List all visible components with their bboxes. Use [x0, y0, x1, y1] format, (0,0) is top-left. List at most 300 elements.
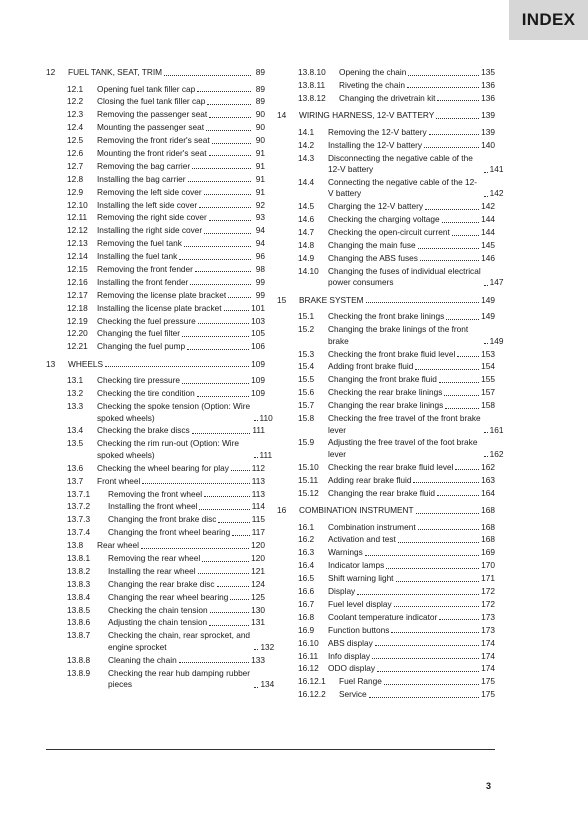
dot-leader: [484, 343, 488, 344]
toc-entry[interactable]: [46, 96, 265, 108]
toc-entry-body: [108, 489, 265, 501]
toc-entry-title: Changing the fuel filter: [97, 328, 181, 339]
toc-entry-body: [328, 324, 504, 347]
toc-entry-body: [328, 475, 495, 487]
toc-entry[interactable]: [46, 251, 265, 263]
toc-entry-page: 114: [251, 501, 265, 512]
toc-entry-title: Checking the fuel pressure: [97, 315, 196, 326]
toc-entry-page: 155: [481, 374, 495, 385]
toc-entry-number: 13.8.4: [67, 591, 91, 602]
toc-entry-page: 147: [489, 277, 504, 288]
toc-entry[interactable]: [277, 227, 495, 239]
toc-entry[interactable]: [277, 93, 495, 105]
toc-entry[interactable]: [46, 109, 265, 121]
toc-entry-title: Combination instrument: [328, 521, 416, 532]
toc-entry[interactable]: [277, 387, 495, 399]
toc-entry-body: [328, 534, 495, 546]
toc-entry-body: [68, 359, 265, 371]
toc-entry-number: 12.17: [67, 289, 88, 300]
dot-leader: [187, 349, 249, 350]
toc-entry[interactable]: [46, 401, 273, 424]
toc-entry-page: 103: [251, 315, 265, 326]
dot-leader: [142, 483, 249, 484]
toc-entry-number: 16: [277, 505, 287, 516]
toc-entry-body: [97, 109, 265, 121]
toc-entry-page: 149: [481, 311, 495, 322]
toc-entry-page: 172: [481, 586, 495, 597]
toc-entry-body: [328, 214, 495, 226]
toc-entry-page: 168: [481, 505, 495, 516]
toc-entry-number: 12.4: [67, 122, 84, 133]
toc-entry-title: Adding rear brake fluid: [328, 474, 412, 485]
toc-entry-body: [328, 240, 495, 252]
toc-entry-page: 163: [481, 474, 495, 485]
toc-entry-number: 13.8.10: [298, 67, 326, 77]
toc-entry[interactable]: [46, 617, 265, 629]
toc-entry-number: 13.8.6: [67, 617, 91, 628]
toc-entry[interactable]: [46, 341, 265, 353]
toc-entry-body: [328, 361, 495, 373]
toc-entry-body: [97, 96, 265, 108]
toc-entry[interactable]: [277, 253, 495, 265]
toc-entry-title: Opening the chain: [339, 67, 407, 77]
toc-entry[interactable]: [46, 135, 265, 147]
toc-entry-body: [108, 514, 265, 526]
toc-entry-body: [328, 349, 495, 361]
dot-leader: [455, 469, 479, 470]
toc-entry[interactable]: [277, 488, 495, 500]
toc-entry-body: [97, 290, 265, 302]
toc-entry[interactable]: [277, 240, 495, 252]
toc-entry-body: [328, 547, 495, 559]
toc-entry[interactable]: [46, 264, 265, 276]
toc-entry-title: Disconnecting the negative cable of the 12-V battery: [328, 152, 473, 175]
toc-entry-page: 121: [251, 565, 265, 576]
toc-chapter[interactable]: [277, 110, 495, 122]
toc-entry-title: Service: [339, 689, 367, 700]
toc-entry-title: Removing the front rider's seat: [97, 135, 210, 146]
toc-entry-body: [339, 689, 495, 701]
toc-entry[interactable]: [46, 605, 265, 617]
toc-entry-title: WIRING HARNESS, 12-V BATTERY: [299, 110, 435, 121]
toc-entry-title: Checking the tire condition: [97, 388, 195, 399]
toc-entry-page: 101: [251, 302, 265, 313]
toc-entry-page: 120: [251, 553, 265, 563]
toc-entry[interactable]: [46, 161, 265, 173]
dot-leader: [190, 284, 251, 285]
toc-entry-body: [328, 374, 495, 386]
toc-entry[interactable]: [46, 375, 265, 387]
dot-leader: [484, 172, 488, 173]
toc-entry-number: 12.5: [67, 135, 84, 146]
toc-entry-title: Cleaning the chain: [108, 654, 177, 665]
toc-entry-body: [339, 67, 495, 79]
toc-entry-title: Changing the fuses of individual electrical power consumers: [328, 265, 481, 288]
toc-entry[interactable]: [46, 225, 265, 237]
dot-leader: [231, 470, 250, 471]
toc-entry-body: [328, 253, 495, 265]
dot-leader: [425, 209, 479, 210]
toc-entry-body: [108, 605, 265, 617]
toc-entry-number: 12.19: [67, 315, 88, 326]
dot-leader: [182, 383, 249, 384]
toc-entry[interactable]: [46, 328, 265, 340]
toc-entry-number: 12.18: [67, 302, 88, 313]
toc-entry[interactable]: [46, 463, 265, 475]
toc-entry[interactable]: [46, 212, 265, 224]
toc-entry-number: 16.2: [298, 534, 315, 545]
toc-entry-number: 14.9: [298, 252, 315, 263]
toc-entry-page: 144: [481, 214, 495, 225]
toc-entry-title: Changing the rear wheel bearing: [108, 591, 229, 602]
toc-entry-page: 173: [481, 624, 495, 635]
dot-leader: [195, 271, 251, 272]
toc-entry[interactable]: [277, 67, 495, 79]
toc-entry-title: Rear wheel: [97, 540, 139, 551]
toc-entry[interactable]: [277, 638, 495, 650]
toc-entry-page: 139: [481, 126, 495, 137]
toc-entry-number: 15.10: [298, 461, 319, 472]
toc-entry[interactable]: [46, 527, 265, 539]
toc-entry-title: Changing the rear brake fluid: [328, 487, 436, 498]
toc-entry-number: 12.3: [67, 109, 84, 120]
toc-entry[interactable]: [46, 579, 265, 591]
toc-entry-page: 142: [489, 188, 504, 199]
toc-entry-body: [328, 265, 504, 289]
toc-entry-page: 174: [481, 663, 495, 674]
dot-leader: [444, 395, 479, 396]
toc-entry[interactable]: [277, 534, 495, 546]
toc-entry-number: 16.6: [298, 586, 315, 597]
toc-entry[interactable]: [46, 174, 265, 186]
dot-leader: [207, 104, 251, 105]
toc-entry[interactable]: [277, 374, 495, 386]
toc-entry-number: 14.5: [298, 201, 315, 212]
toc-entry-number: 15.6: [298, 387, 315, 398]
toc-entry[interactable]: [277, 689, 495, 701]
toc-entry-title: Closing the fuel tank filler cap: [97, 96, 206, 107]
toc-entry[interactable]: [46, 187, 265, 199]
toc-entry-body: [328, 663, 495, 675]
toc-entry-title: FUEL TANK, SEAT, TRIM: [68, 67, 163, 77]
toc-entry-page: 90: [255, 122, 265, 133]
toc-entry-title: Installing the license plate bracket: [97, 302, 222, 313]
toc-entry-page: 169: [481, 547, 495, 558]
toc-entry[interactable]: [277, 475, 495, 487]
toc-entry[interactable]: [46, 655, 265, 667]
dot-leader: [398, 542, 479, 543]
toc-entry-page: 171: [481, 573, 495, 584]
toc-entry-page: 146: [481, 252, 495, 263]
toc-entry-number: 13.6: [67, 462, 84, 473]
dot-leader: [446, 319, 479, 320]
toc-entry[interactable]: [46, 540, 265, 552]
toc-entry-body: [108, 579, 265, 591]
toc-entry-body: [97, 540, 265, 552]
dot-leader: [484, 196, 488, 197]
dot-leader: [228, 297, 251, 298]
toc-entry-number: 15.3: [298, 348, 315, 359]
toc-entry-title: Info display: [328, 650, 370, 661]
toc-entry-body: [339, 676, 495, 688]
toc-entry-body: [97, 251, 265, 263]
toc-entry-page: 109: [251, 388, 265, 399]
toc-entry-body: [328, 201, 495, 213]
toc-entry-body: [328, 586, 495, 598]
toc-entry-number: 15.9: [298, 437, 315, 448]
toc-entry[interactable]: [46, 84, 265, 96]
toc-entry[interactable]: [277, 324, 504, 347]
toc-entry-body: [97, 341, 265, 353]
toc-chapter[interactable]: [277, 295, 495, 307]
toc-entry-number: 12.10: [67, 199, 88, 210]
toc-entry[interactable]: [277, 140, 495, 152]
toc-entry-number: 12.21: [67, 341, 88, 352]
toc-entry[interactable]: [46, 630, 275, 653]
toc-entry-page: 142: [481, 201, 495, 212]
toc-entry-number: 12.15: [67, 263, 88, 274]
toc-entry-number: 16.8: [298, 611, 315, 622]
toc-entry-title: Charging the 12-V battery: [328, 201, 424, 212]
toc-entry-title: Removing the passenger seat: [97, 109, 208, 120]
toc-entry-page: 105: [251, 328, 265, 339]
dot-leader: [484, 285, 488, 286]
toc-entry[interactable]: [46, 501, 265, 513]
toc-entry[interactable]: [277, 522, 495, 534]
toc-entry-number: 13.7.3: [67, 514, 91, 525]
toc-entry-title: WHEELS: [68, 358, 104, 369]
toc-entry-body: [328, 437, 504, 460]
toc-entry-title: Checking the free travel of the front brake lever: [328, 413, 481, 435]
toc-entry-title: Removing the rear wheel: [108, 553, 201, 563]
toc-entry[interactable]: [46, 489, 265, 501]
toc-entry-page: 90: [255, 109, 265, 120]
toc-chapter[interactable]: [46, 359, 265, 371]
toc-entry-number: 14.1: [298, 126, 315, 137]
toc-entry-body: [328, 488, 495, 500]
toc-entry-title: Changing the rear brake disc: [108, 578, 215, 589]
toc-entry-page: 153: [481, 348, 495, 359]
dot-leader: [369, 697, 479, 698]
toc-entry-page: 131: [251, 617, 265, 628]
toc-entry-title: Removing the fuel tank: [97, 238, 182, 249]
toc-entry-page: 149: [481, 294, 495, 305]
toc-entry-page: 89: [255, 96, 265, 107]
toc-entry[interactable]: [46, 553, 265, 565]
toc-entry-body: [97, 316, 265, 328]
toc-entry[interactable]: [277, 311, 495, 323]
toc-entry-body: [108, 617, 265, 629]
toc-entry-number: 12.9: [67, 186, 84, 197]
toc-entry-body: [97, 200, 265, 212]
toc-entry-number: 15.8: [298, 413, 315, 424]
dot-leader: [436, 118, 479, 119]
index-tab[interactable]: [509, 0, 588, 40]
toc-entry-number: 15.7: [298, 400, 315, 411]
toc-entry[interactable]: [46, 566, 265, 578]
toc-entry-page: 157: [481, 387, 495, 398]
toc-entry-number: 14.8: [298, 240, 315, 251]
toc-entry[interactable]: [277, 651, 495, 663]
toc-entry[interactable]: [277, 349, 495, 361]
toc-entry-number: 15.12: [298, 487, 319, 498]
toc-entry-number: 16.7: [298, 598, 315, 609]
toc-entry-title: Removing the left side cover: [97, 186, 202, 197]
page-number: 3: [486, 781, 492, 791]
dot-leader: [429, 134, 479, 135]
toc-chapter[interactable]: [46, 67, 265, 79]
toc-entry[interactable]: [277, 152, 504, 176]
toc-entry-page: 89: [255, 83, 265, 94]
toc-entry-number: 15.1: [298, 311, 315, 322]
toc-entry[interactable]: [277, 663, 495, 675]
toc-entry-page: 111: [259, 449, 273, 460]
toc-entry[interactable]: [277, 265, 504, 289]
dot-leader: [394, 606, 480, 607]
toc-entry[interactable]: [277, 625, 495, 637]
toc-entry[interactable]: [46, 667, 275, 691]
toc-entry[interactable]: [46, 592, 265, 604]
toc-entry-number: 13.8: [67, 540, 84, 551]
toc-entry-body: [97, 388, 265, 400]
toc-entry[interactable]: [277, 612, 495, 624]
toc-entry-page: 168: [481, 534, 495, 545]
toc-entry[interactable]: [277, 400, 495, 412]
toc-entry[interactable]: [277, 560, 495, 572]
toc-entry[interactable]: [277, 599, 495, 611]
toc-entry-number: 16.3: [298, 547, 315, 558]
toc-entry-page: 98: [255, 263, 265, 274]
toc-entry[interactable]: [46, 277, 265, 289]
toc-entry-number: 14.3: [298, 152, 315, 163]
toc-entry-page: 94: [255, 238, 265, 249]
toc-entry-number: 12.16: [67, 276, 88, 287]
toc-entry-title: Fuel level display: [328, 598, 392, 609]
toc-entry-title: ABS display: [328, 637, 373, 648]
toc-entry-title: Installing the right side cover: [97, 225, 203, 236]
toc-entry-body: [299, 505, 495, 517]
toc-entry-title: Installing the front wheel: [108, 501, 198, 512]
toc-entry[interactable]: [46, 425, 265, 437]
toc-entry-title: Checking the front brake fluid level: [328, 348, 456, 359]
dot-leader: [415, 369, 479, 370]
toc-entry-body: [328, 400, 495, 412]
toc-entry-page: 99: [255, 276, 265, 287]
toc-entry-title: Checking the chain tension: [108, 604, 208, 615]
toc-entry[interactable]: [46, 290, 265, 302]
toc-entry[interactable]: [46, 238, 265, 250]
toc-entry-title: Removing the 12-V battery: [328, 126, 427, 137]
toc-entry[interactable]: [277, 413, 504, 436]
toc-entry-title: Checking the front brake linings: [328, 311, 445, 322]
toc-entry-body: [97, 375, 265, 387]
dot-leader: [192, 433, 251, 434]
toc-entry[interactable]: [46, 316, 265, 328]
toc-entry-body: [108, 527, 265, 539]
toc-entry-page: 158: [481, 400, 495, 411]
toc-entry-body: [68, 67, 265, 79]
toc-entry[interactable]: [277, 676, 495, 688]
toc-entry[interactable]: [277, 127, 495, 139]
toc-entry-page: 172: [481, 598, 495, 609]
toc-entry-page: 94: [255, 225, 265, 236]
toc-entry-number: 13.4: [67, 425, 84, 436]
toc-entry-body: [299, 295, 495, 307]
toc-entry-body: [97, 438, 273, 461]
toc-entry-page: 112: [251, 462, 265, 473]
toc-entry-page: 109: [251, 375, 265, 386]
toc-entry-page: 164: [481, 487, 495, 498]
toc-entry[interactable]: [46, 200, 265, 212]
toc-entry[interactable]: [46, 514, 265, 526]
toc-entry-page: 115: [251, 514, 265, 525]
toc-entry[interactable]: [46, 303, 265, 315]
toc-entry-page: 93: [255, 212, 265, 223]
toc-entry[interactable]: [46, 476, 265, 488]
toc-entry[interactable]: [277, 586, 495, 598]
dot-leader: [445, 408, 479, 409]
toc-entry-page: 130: [251, 604, 265, 615]
toc-entry-page: 91: [255, 173, 265, 184]
toc-entry-title: Changing the brake linings of the front brake: [328, 324, 469, 346]
toc-entry-page: 91: [255, 147, 265, 158]
index-tab-label: INDEX: [521, 10, 576, 29]
dot-leader: [209, 625, 249, 626]
toc-entry-body: [328, 413, 504, 436]
toc-entry-page: 141: [489, 164, 504, 175]
dot-leader: [141, 548, 249, 549]
toc-entry[interactable]: [277, 214, 495, 226]
toc-entry-number: 12.20: [67, 328, 88, 339]
toc-entry-page: 111: [252, 425, 265, 436]
dot-leader: [391, 632, 479, 633]
toc-entry-number: 13: [46, 358, 56, 369]
toc-entry-page: 92: [255, 199, 265, 210]
toc-entry-number: 13.8.3: [67, 578, 91, 589]
toc-entry[interactable]: [277, 201, 495, 213]
toc-chapter[interactable]: [277, 505, 495, 517]
toc-entry[interactable]: [277, 361, 495, 373]
toc-entry[interactable]: [277, 176, 504, 200]
toc-entry-number: 14.7: [298, 227, 315, 238]
toc-entry-body: [328, 152, 504, 176]
dot-leader: [209, 220, 251, 221]
toc-entry[interactable]: [277, 573, 495, 585]
toc-entry-number: 13.8.5: [67, 604, 91, 615]
toc-entry[interactable]: [46, 388, 265, 400]
toc-entry-title: Installing the front fender: [97, 276, 189, 287]
toc-entry[interactable]: [46, 438, 273, 461]
toc-entry[interactable]: [46, 122, 265, 134]
toc-entry[interactable]: [277, 462, 495, 474]
toc-entry[interactable]: [277, 437, 504, 460]
toc-entry-page: 144: [481, 227, 495, 238]
toc-entry[interactable]: [277, 547, 495, 559]
toc-entry[interactable]: [277, 80, 495, 92]
toc-entry-title: Adjusting the chain tension: [108, 617, 208, 628]
toc-entry-title: Changing the fuel pump: [97, 341, 186, 352]
toc-entry-number: 12.12: [67, 225, 88, 236]
toc-entry-body: [328, 227, 495, 239]
toc-entry-number: 13.8.9: [67, 667, 91, 678]
toc-entry-title: Coolant temperature indicator: [328, 611, 438, 622]
toc-entry[interactable]: [46, 148, 265, 160]
toc-entry-number: 15: [277, 294, 287, 305]
toc-entry-title: Indicator lamps: [328, 560, 385, 571]
toc-entry-number: 12.14: [67, 251, 88, 262]
dot-leader: [217, 586, 250, 587]
toc-entry-title: Adjusting the free travel of the foot brake lever: [328, 437, 478, 459]
